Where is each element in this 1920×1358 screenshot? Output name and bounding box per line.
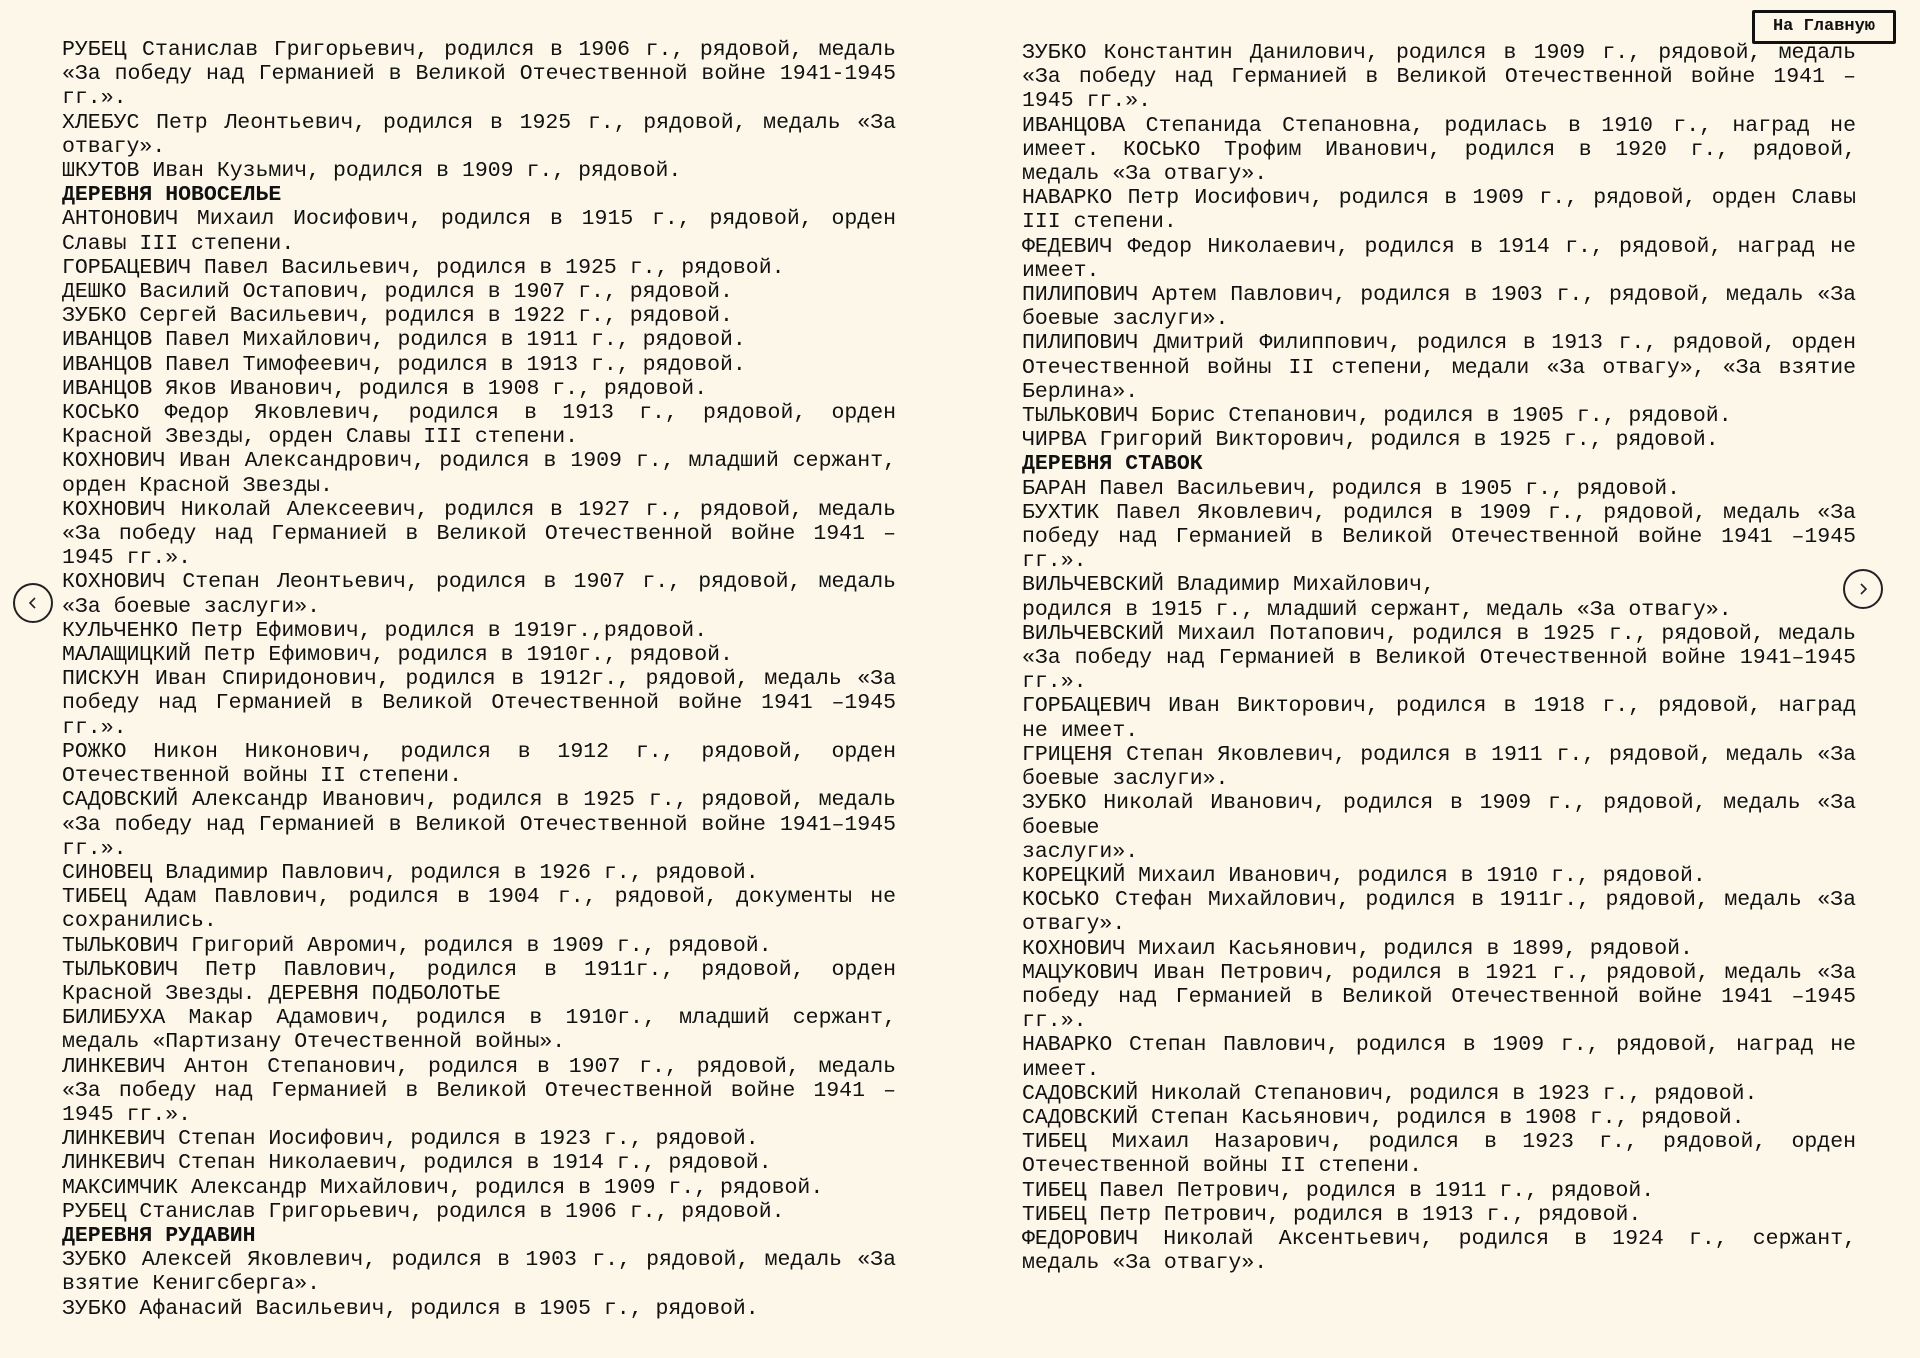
veteran-entry: ТЫЛЬКОВИЧ Григорий Авромич, родился в 1909 г., рядовой. <box>62 933 772 958</box>
veteran-entry: ГРИЦЕНЯ Степан Яковлевич, родился в 1911 г., рядовой, медаль «За боевые заслуги». <box>1022 742 1869 792</box>
veteran-entry: ЛИНКЕВИЧ Степан Николаевич, родился в 1914 г., рядовой. <box>62 1151 772 1176</box>
veteran-entry: КОХНОВИЧ Иван Александрович, родился в 1909 г., младший сержант, орден Красной Звезды. <box>62 449 909 498</box>
veteran-entry: ХЛЕБУС Петр Леонтьевич, родился в 1925 г., рядовой, медаль «За отвагу». <box>62 110 909 159</box>
veteran-entry: ВИЛЬЧЕВСКИЙ Владимир Михайлович, родился в 1915 г., младший сержант, медаль «За отвагу». <box>1022 573 1732 622</box>
chevron-right-icon <box>1855 581 1871 597</box>
prev-page-button[interactable] <box>13 583 53 623</box>
veteran-entry: ГОРБАЦЕВИЧ Павел Васильевич, родился в 1925 г., рядовой. <box>62 255 785 280</box>
veteran-entry: КОСЬКО Федор Яковлевич, родился в 1913 г., рядовой, орден Красной Звезды, орден Славы III степени. <box>62 401 909 450</box>
veteran-entry: РУБЕЦ Станислав Григорьевич, родился в 1906 г., рядовой. <box>62 1199 785 1224</box>
veteran-entry: ТИБЕЦ Адам Павлович, родился в 1904 г., рядовой, документы не сохранились. <box>62 885 909 934</box>
veteran-entry: ЗУБКО Афанасий Васильевич, родился в 1905 г., рядовой. <box>62 1296 759 1321</box>
veteran-entry: ГОРБАЦЕВИЧ Иван Викторович, родился в 1918 г., рядовой, наград не имеет. <box>1022 694 1869 743</box>
veteran-entry: ВИЛЬЧЕВСКИЙ Михаил Потапович, родился в 1925 г., рядовой, медаль «За победу над Германией в Великой Отечественной войне 1941–1945 гг.». <box>1022 621 1869 695</box>
veteran-entry: ЗУБКО Алексей Яковлевич, родился в 1903 г., рядовой, медаль «За взятие Кенигсберга». <box>62 1248 909 1297</box>
veteran-entry: СИНОВЕЦ Владимир Павлович, родился в 1926 г., рядовой. <box>62 860 759 885</box>
veteran-entry: КОСЬКО Стефан Михайлович, родился в 1911г., рядовой, медаль «За отвагу». <box>1022 888 1869 937</box>
veteran-entry: БАРАН Павел Васильевич, родился в 1905 г., рядовой. <box>1022 476 1681 501</box>
veteran-entry: КОХНОВИЧ Михаил Касьянович, родился в 1899, рядовой. <box>1022 936 1693 961</box>
veteran-entry: ТЫЛЬКОВИЧ Петр Павлович, родился в 1911г., рядовой, орден Красной Звезды. ДЕРЕВНЯ ПОДБОЛОТЬЕ <box>62 957 909 1006</box>
veteran-entry: НАВАРКО Степан Павлович, родился в 1909 г., рядовой, наград не имеет. <box>1022 1033 1869 1082</box>
right-column <box>1022 41 1869 1276</box>
veteran-entry: ИВАНЦОВ Яков Иванович, родился в 1908 г., рядовой. <box>62 376 708 401</box>
veteran-entry: САДОВСКИЙ Степан Касьянович, родился в 1908 г., рядовой. <box>1022 1105 1745 1130</box>
veteran-entry: ПИЛИПОВИЧ Артем Павлович, родился в 1903 г., рядовой, медаль «За боевые заслуги». <box>1022 283 1869 332</box>
village-heading: ДЕРЕВНЯ РУДАВИН <box>62 1223 256 1248</box>
veteran-entry: ШКУТОВ Иван Кузьмич, родился в 1909 г., рядовой. <box>62 159 682 184</box>
veteran-entry: БИЛИБУХА Макар Адамович, родился в 1910г., младший сержант, медаль «Партизану Отечественной войны». <box>62 1006 909 1055</box>
veteran-entry: РОЖКО Никон Никонович, родился в 1912 г., рядовой, орден Отечественной войны II степени. <box>62 739 909 789</box>
veteran-entry: ЗУБКО Николай Иванович, родился в 1909 г., рядовой, медаль «За боевые заслуги». <box>1022 791 1856 864</box>
veteran-entry: НАВАРКО Петр Иосифович, родился в 1909 г., рядовой, орден Славы III степени. <box>1022 186 1869 235</box>
veteran-entry: ТИБЕЦ Михаил Назарович, родился в 1923 г., рядовой, орден Отечественной войны II степени. <box>1022 1130 1869 1179</box>
veteran-entry: САДОВСКИЙ Николай Степанович, родился в 1923 г., рядовой. <box>1022 1081 1758 1106</box>
veteran-entry: РУБЕЦ Станислав Григорьевич, родился в 1906 г., рядовой, медаль «За победу над Германией в Великой Отечественной войне 1941-1945 гг.». <box>62 38 909 111</box>
veteran-entry: ПИСКУН Иван Спиридонович, родился в 1912г., рядовой, медаль «За победу над Германией в Великой Отечественной войне 1941 –1945 гг.». <box>62 667 909 740</box>
left-column <box>62 38 909 1321</box>
village-heading: ДЕРЕВНЯ СТАВОК <box>1022 452 1203 477</box>
veteran-entry: ТИБЕЦ Павел Петрович, родился в 1911 г., рядовой. <box>1022 1178 1655 1203</box>
veteran-entry: ФЕДЕВИЧ Федор Николаевич, родился в 1914 г., рядовой, наград не имеет. <box>1022 234 1869 283</box>
veteran-entry: БУХТИК Павел Яковлевич, родился в 1909 г., рядовой, медаль «За победу над Германией в Великой Отечественной войне 1941 –1945 гг.». <box>1022 500 1869 574</box>
veteran-entry: ИВАНЦОВ Павел Михайлович, родился в 1911 г., рядовой. <box>62 328 746 353</box>
veteran-entry: ИВАНЦОВА Степанида Степановна, родилась в 1910 г., наград не имеет. КОСЬКО Трофим Иванович, родился в 1920 г., рядовой, медаль «За отвагу». <box>1022 113 1869 187</box>
veteran-entry: ЛИНКЕВИЧ Антон Степанович, родился в 1907 г., рядовой, медаль «За победу над Германией в Великой Отечественной войне 1941 – 1945 гг.». <box>62 1054 909 1127</box>
veteran-entry: ПИЛИПОВИЧ Дмитрий Филиппович, родился в 1913 г., рядовой, орден Отечественной войны II степени, медали «За отвагу», «За взятие Берлина». <box>1022 331 1869 404</box>
veteran-entry: АНТОНОВИЧ Михаил Иосифович, родился в 1915 г., рядовой, орден Славы III степени. <box>62 207 909 256</box>
veteran-entry: МАЛАЩИЦКИЙ Петр Ефимович, родился в 1910г., рядовой. <box>62 643 733 668</box>
veteran-entry: МАКСИМЧИК Александр Михайлович, родился в 1909 г., рядовой. <box>62 1175 824 1200</box>
veteran-entry: ТЫЛЬКОВИЧ Борис Степанович, родился в 1905 г., рядовой. <box>1022 404 1732 429</box>
veteran-entry: ЗУБКО Сергей Васильевич, родился в 1922 г., рядовой. <box>62 304 733 329</box>
veteran-entry: КОРЕЦКИЙ Михаил Иванович, родился в 1910 г., рядовой. <box>1022 863 1706 888</box>
veteran-entry: ЗУБКО Константин Данилович, родился в 1909 г., рядовой, медаль «За победу над Германией в Великой Отечественной войне 1941 – 1945 гг.». <box>1022 41 1869 114</box>
veteran-entry: КОХНОВИЧ Николай Алексеевич, родился в 1927 г., рядовой, медаль «За победу над Германией в Великой Отечественной войне 1941 – 1945 гг.». <box>62 497 909 571</box>
home-button[interactable]: На Главную <box>1752 10 1896 44</box>
veteran-entry: МАЦУКОВИЧ Иван Петрович, родился в 1921 г., рядовой, медаль «За победу над Германией в Великой Отечественной войне 1941 –1945 гг.». <box>1022 960 1869 1034</box>
veteran-entry: САДОВСКИЙ Александр Иванович, родился в 1925 г., рядовой, медаль «За победу над Германией в Великой Отечественной войне 1941–1945 гг.». <box>62 788 909 861</box>
village-heading: ДЕРЕВНЯ НОВОСЕЛЬЕ <box>62 183 282 208</box>
veteran-entry: КОХНОВИЧ Степан Леонтьевич, родился в 1907 г., рядовой, медаль «За боевые заслуги». <box>62 570 909 619</box>
veteran-entry: ФЕДОРОВИЧ Николай Аксентьевич, родился в 1924 г., сержант, медаль «За отвагу». <box>1022 1226 1869 1276</box>
veteran-entry: ЧИРВА Григорий Викторович, родился в 1925 г., рядовой. <box>1022 428 1719 453</box>
chevron-left-icon <box>25 595 41 611</box>
veteran-entry: ТИБЕЦ Петр Петрович, родился в 1913 г., рядовой. <box>1022 1202 1642 1227</box>
veteran-entry: ДЕШКО Василий Остапович, родился в 1907 г., рядовой. <box>62 280 733 305</box>
veteran-entry: ИВАНЦОВ Павел Тимофеевич, родился в 1913 г., рядовой. <box>62 352 746 377</box>
veteran-entry: ЛИНКЕВИЧ Степан Иосифович, родился в 1923 г., рядовой. <box>62 1127 759 1152</box>
veteran-entry: КУЛЬЧЕНКО Петр Ефимович, родился в 1919г.,рядовой. <box>62 618 708 643</box>
